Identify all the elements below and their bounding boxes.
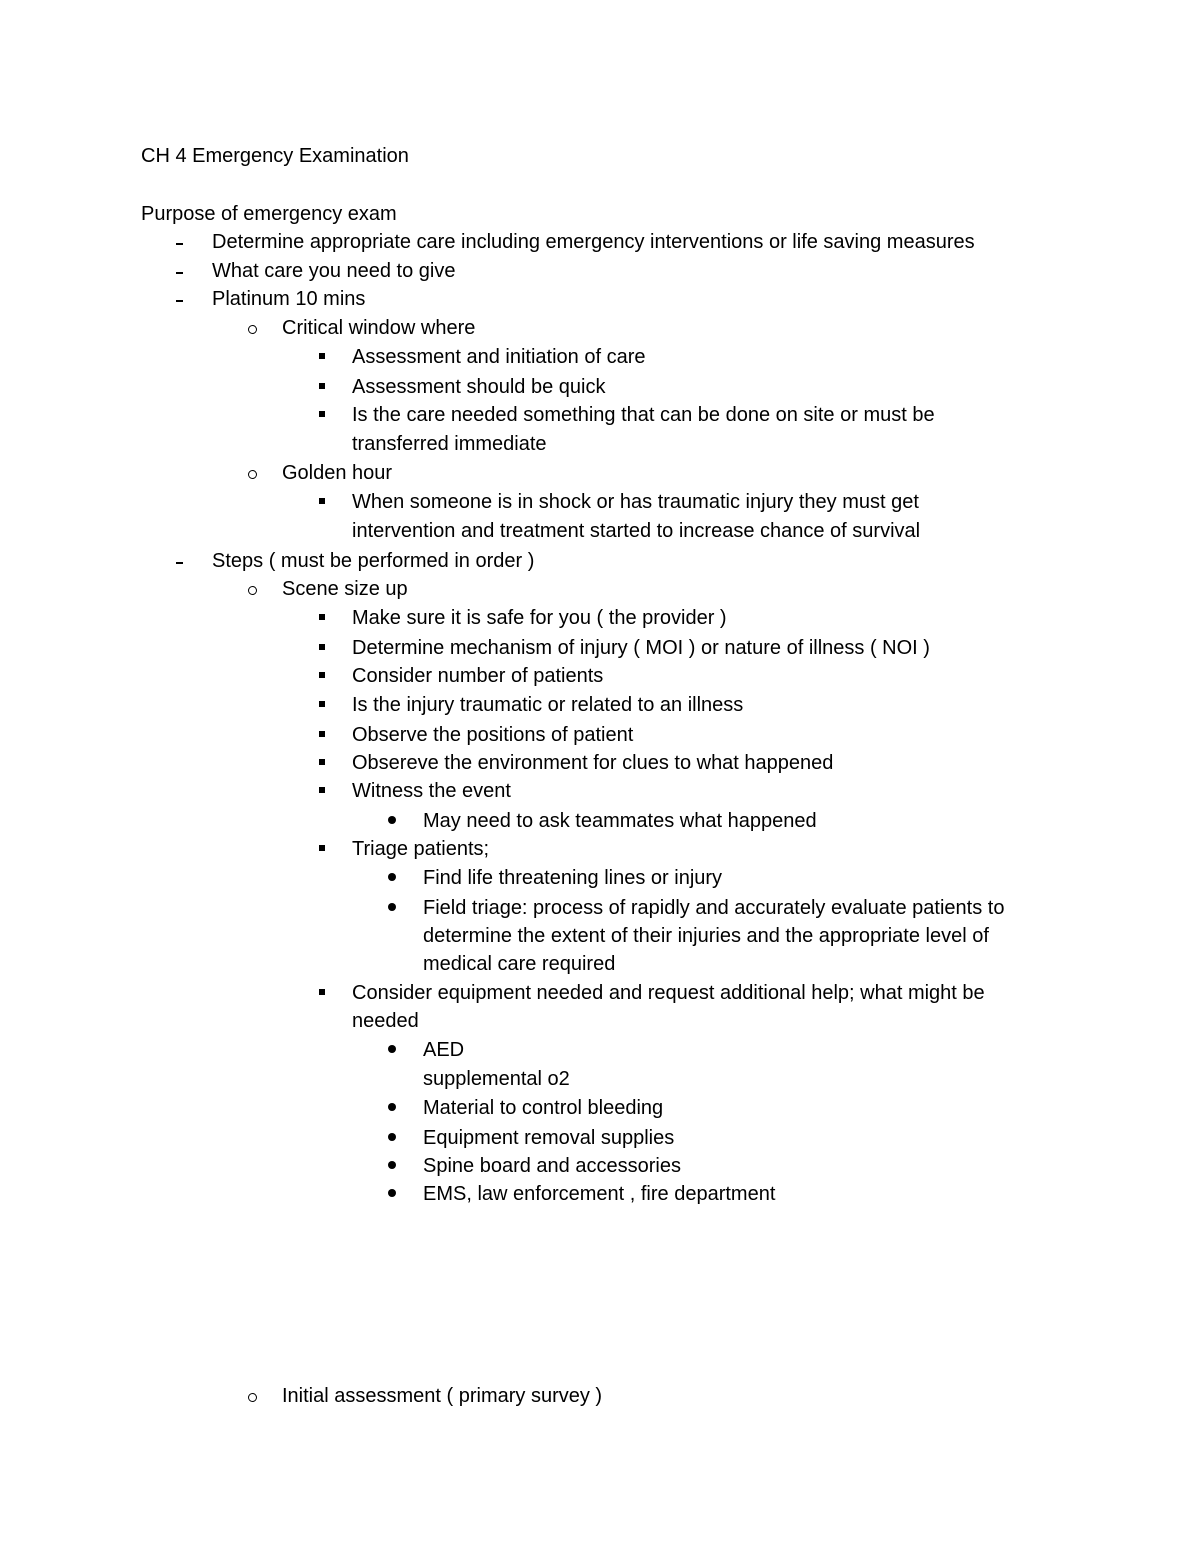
square-bullet — [319, 498, 325, 504]
circle-bullet — [248, 470, 257, 479]
circle-bullet — [248, 1393, 257, 1402]
critical-item-2: Assessment should be quick — [352, 376, 606, 398]
equipment-sub-1: AED — [423, 1039, 465, 1061]
dot-bullet — [388, 1189, 396, 1197]
square-bullet — [319, 989, 325, 995]
initial-assessment: Initial assessment ( primary survey ) — [282, 1385, 603, 1407]
scene-item-1: Make sure it is safe for you ( the provider ) — [352, 607, 727, 629]
square-bullet — [319, 383, 325, 389]
dot-bullet — [388, 873, 396, 881]
triage-sub-2-cont-1: determine the extent of their injuries and the appropriate level of — [423, 925, 989, 947]
equipment-cont: needed — [352, 1010, 419, 1032]
critical-item-1: Assessment and initiation of care — [352, 346, 646, 368]
critical-window: Critical window where — [282, 317, 476, 339]
purpose-item-1: Determine appropriate care including emergency interventions or life saving measures — [212, 231, 975, 253]
scene-item-4: Is the injury traumatic or related to an illness — [352, 694, 744, 716]
equipment-sub-4: Spine board and accessories — [423, 1155, 681, 1177]
equipment-sub-5: EMS, law enforcement , fire department — [423, 1183, 776, 1205]
purpose-item-3: Platinum 10 mins — [212, 288, 366, 310]
section-heading: Purpose of emergency exam — [141, 203, 397, 225]
golden-item-1: When someone is in shock or has traumatic injury they must get — [352, 491, 919, 513]
dash-bullet — [176, 243, 183, 245]
triage-sub-1: Find life threatening lines or injury — [423, 867, 723, 889]
triage-sub-2-cont-2: medical care required — [423, 953, 616, 975]
dash-bullet — [176, 272, 183, 274]
square-bullet — [319, 672, 325, 678]
dot-bullet — [388, 816, 396, 824]
golden-hour: Golden hour — [282, 462, 393, 484]
scene-item-2: Determine mechanism of injury ( MOI ) or nature of illness ( NOI ) — [352, 637, 930, 659]
circle-bullet — [248, 325, 257, 334]
dot-bullet — [388, 903, 396, 911]
scene-item-3: Consider number of patients — [352, 665, 604, 687]
dot-bullet — [388, 1161, 396, 1169]
dot-bullet — [388, 1133, 396, 1141]
scene-item-6: Obsereve the environment for clues to what happened — [352, 752, 834, 774]
steps-label: Steps ( must be performed in order ) — [212, 550, 535, 572]
square-bullet — [319, 787, 325, 793]
square-bullet — [319, 845, 325, 851]
dash-bullet — [176, 300, 183, 302]
dash-bullet — [176, 562, 183, 564]
document-title: CH 4 Emergency Examination — [141, 145, 409, 167]
square-bullet — [319, 701, 325, 707]
dot-bullet — [388, 1045, 396, 1053]
equipment-sub-3: Equipment removal supplies — [423, 1127, 675, 1149]
critical-item-3: Is the care needed something that can be done on site or must be — [352, 404, 935, 426]
equipment-sub-2: Material to control bleeding — [423, 1097, 664, 1119]
dot-bullet — [388, 1103, 396, 1111]
purpose-item-2: What care you need to give — [212, 260, 456, 282]
scene-item-7: Witness the event — [352, 780, 511, 802]
equipment: Consider equipment needed and request additional help; what might be — [352, 982, 985, 1004]
square-bullet — [319, 411, 325, 417]
triage: Triage patients; — [352, 838, 490, 860]
scene-size-up: Scene size up — [282, 578, 408, 600]
square-bullet — [319, 614, 325, 620]
square-bullet — [319, 644, 325, 650]
circle-bullet — [248, 586, 257, 595]
witness-sub: May need to ask teammates what happened — [423, 810, 817, 832]
critical-item-3-cont: transferred immediate — [352, 433, 547, 455]
scene-item-5: Observe the positions of patient — [352, 724, 634, 746]
golden-item-1-cont: intervention and treatment started to increase chance of survival — [352, 520, 921, 542]
square-bullet — [319, 731, 325, 737]
square-bullet — [319, 353, 325, 359]
square-bullet — [319, 759, 325, 765]
equipment-sub-1-cont: supplemental o2 — [423, 1068, 570, 1090]
triage-sub-2: Field triage: process of rapidly and accurately evaluate patients to — [423, 897, 1005, 919]
